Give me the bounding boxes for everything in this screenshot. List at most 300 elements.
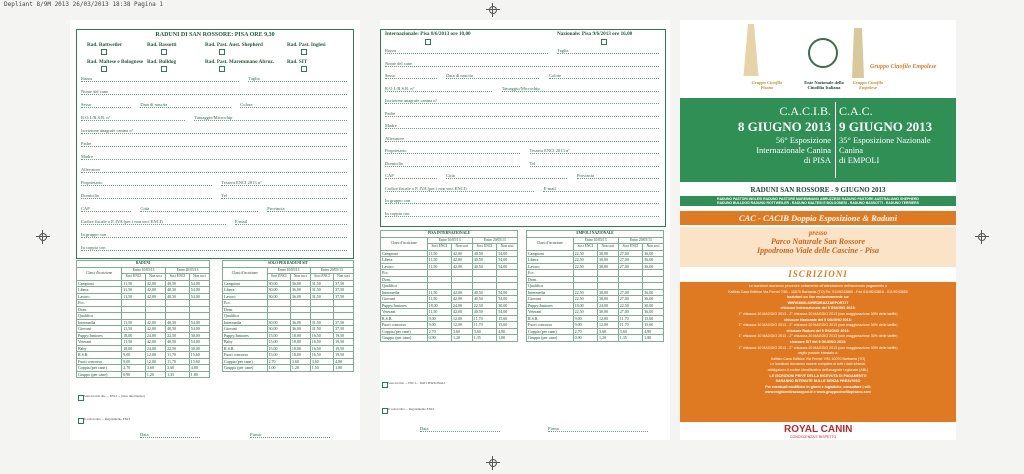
price-cell: 1,20 [145,371,165,378]
price-cell: 22,50 [573,289,597,296]
price-cell: 40,50 [472,296,496,303]
class-name: Coppia (per cane) [77,365,122,372]
pisa-tower-icon [736,24,766,76]
price-cell: 3,60 [598,328,619,335]
price-table [76,260,210,378]
intl-checkbox[interactable] [425,39,431,45]
price-cell: 12,00 [145,358,165,365]
form-field[interactable]: Provincia [267,206,347,212]
table-header: Classi d'iscrizione [77,267,122,280]
price-cell: 40,50 [166,280,190,287]
intl-show-label: Internazionale: Pisa 8/6/2013 ore 10,00 [385,31,471,37]
form-field[interactable]: E-mail [235,219,347,225]
price-cell: 40,50 [166,339,190,346]
breed-checkbox[interactable] [219,66,225,72]
price-cell: 40,50 [166,319,190,326]
date-field[interactable]: Data [420,426,500,432]
form-field[interactable]: Tatuaggio/Microchip [502,86,659,92]
form-field[interactable]: Provincia [577,173,659,179]
event-empoli-date: 9 GIUGNO 2013 [839,119,933,134]
price-cell: 24,00 [145,332,165,339]
event-empoli [839,98,956,182]
form-field[interactable]: In gruppo con [385,198,659,204]
class-name: Veterani [77,339,122,346]
table-subheader: Soci ENCI [618,244,642,251]
class-name: Qualifica [223,313,268,320]
table-header: Classi d'iscrizione [223,267,268,280]
price-cell: 4,80 [497,328,518,335]
form-field[interactable]: Colore [549,73,659,79]
sign-field[interactable]: Firma [250,432,330,438]
form-field[interactable]: Colore [240,102,347,108]
table-subheader: Non soci [598,244,619,251]
sign-field[interactable]: Firma [548,426,648,432]
form-field[interactable]: Padre [81,141,347,147]
class-name: Libera [77,287,122,294]
price-cell: 19,50 [334,339,354,346]
price-cell: 30,00 [598,257,619,264]
breed-label: Rad. Past. Aust. Shepherd [205,42,263,48]
price-cell: 2,70 [122,365,146,372]
price-cell: 4,80 [643,328,664,335]
price-cell: 30,00 [598,263,619,270]
price-cell: 15,00 [267,352,290,359]
info-line: chiusure SIT del 9 GIUGNO 2013: [789,339,847,344]
info-line: Le iscrizioni dovranno essere complete di tutti i dati richiesti, [770,362,866,367]
naz-checkbox[interactable] [601,39,607,45]
price-cell: 42,00 [145,326,165,333]
breed-checkbox[interactable] [301,49,307,55]
table-subheader: Non soci [452,244,473,251]
price-cell: 9,00 [573,322,597,329]
price-cell: 22,50 [573,250,597,257]
class-name: Fuori concorso [77,358,122,365]
form-field[interactable]: Codice fiscale o P. IVA (per i non soci ENCI) [81,219,226,225]
raduni-breed-lines [680,196,956,206]
form-field[interactable]: Tessera ENCI 2013 n° [221,180,347,186]
table-title: EMPOLI NAZIONALE [527,231,664,238]
logo-caption-left: Gruppo Cinofilo Pisano [751,80,783,90]
form-field[interactable]: Razza [81,76,239,82]
breed-label: Rad. Rottweiler [87,42,123,48]
class-name: Puppy/Juniores [381,302,428,309]
price-cell: 0,90 [573,335,597,342]
class-name: Giovani [77,326,122,333]
price-cell: 54,00 [497,289,518,296]
price-cell: 1,80 [643,335,664,342]
table-title: RADUNI [77,261,210,268]
price-cell: 42,00 [145,280,165,287]
left-entry-form [76,29,354,259]
table-header: Entro 10/05/13 [267,267,310,274]
price-cell: 42,00 [145,339,165,346]
price-cell: 31,50 [310,326,333,333]
table-header: Classi d'iscrizione [381,237,428,250]
class-name: Qualifica [527,283,574,290]
price-cell: 18,00 [290,339,310,346]
price-cell: 27,00 [618,309,642,316]
event-pisa-line1: 56° Esposizione [775,135,831,145]
price-cell: 22,50 [573,309,597,316]
price-cell: 16,50 [310,345,333,352]
table-row [223,365,354,372]
table-subheader: Non soci [145,274,165,281]
price-cell: 30,00 [598,250,619,257]
price-cell: 54,00 [189,293,209,300]
price-cell: 11,70 [166,358,190,365]
price-cell: 19,50 [334,332,354,339]
class-name: Gruppo (per cane) [381,335,428,342]
middle-form-page [380,20,670,440]
info-line: chiusure Nazionale del 9 GIUGNO 2013: [784,317,852,322]
price-cell: 11,70 [618,322,642,329]
table-header: Entro 10/05/13 [122,267,166,274]
info-line: vaglia postale intestato a: [797,351,839,356]
class-name: R.S.R. [77,352,122,359]
form-field[interactable]: Codice fiscale o P. IVA (per i non soci ENCI) [385,186,534,192]
price-cell: 11,50 [122,326,146,333]
form-field[interactable]: Taglia [248,76,347,82]
info-line: chiusure Internazionale del 8 GIUGNO 2013: [780,306,856,311]
venue-line2: Ippodromo Viale delle Cascine - Pisa [757,246,879,255]
price-cell: 27,00 [618,257,642,264]
price-cell: 36,00 [643,289,664,296]
form-field[interactable]: Proprietario [81,180,212,186]
form-field[interactable]: In gruppo con [81,232,347,238]
table-subheader: Soci ENCI [573,244,597,251]
class-name: Veterani [381,309,428,316]
table-header: Entro 20/05/13 [166,267,210,274]
price-cell: 22,50 [573,296,597,303]
table-header: Entro 10/05/13 [427,237,472,244]
price-cell: 30,00 [598,289,619,296]
class-name: Coppia (per cane) [527,328,574,335]
price-cell: 54,00 [497,263,518,270]
price-cell: 15,60 [189,352,209,359]
raduni-line: RADUNO BULLDOG RADUNO ROTTWEILER - RADUNO MALTESI E BOLOGNESI - RADUNO BASSOTTI - RADUNO TERRIERS [717,201,919,205]
price-cell: 54,00 [189,280,209,287]
price-cell: 9,00 [573,315,597,322]
form-field[interactable]: Data di nascita [446,73,539,79]
form-field[interactable]: R.O.I./R.S.R. n° [385,86,492,92]
form-field[interactable]: Sesso [385,73,437,79]
form-field[interactable]: Sesso [81,102,131,108]
form-field[interactable]: Padre [385,111,659,117]
info-line: chiusure Raduni del 9 GIUGNO 2013: [786,328,850,333]
event-empoli-line3: di EMPOLI [839,155,880,165]
form-field[interactable]: Nome del cane [81,89,347,95]
price-cell: 4,80 [334,358,354,365]
form-field[interactable]: In coppia con [385,211,659,217]
breed-checkbox[interactable] [219,49,225,55]
price-cell: 11,70 [472,315,496,322]
form-field[interactable]: In coppia con [81,245,347,251]
price-cell: 30,00 [267,293,290,300]
table-row [527,335,664,342]
table-subheader: Soci ENCI [166,274,190,281]
info-line: 1° chiusura 10 MAGGIO 2013 - 2° chiusura 20 MAGGIO 2013 (con maggiorazione 30% delle tariffe) [738,334,898,339]
class-name: Qualifica [77,313,122,320]
breed-checkbox[interactable] [161,49,167,55]
price-cell: 42,00 [452,309,473,316]
flyer-cover [680,20,956,440]
price-cell: 11,70 [618,315,642,322]
events-band [680,98,956,182]
class-name: Dom. [223,306,268,313]
form-field[interactable]: Tel [221,193,347,199]
price-cell: 11,50 [427,309,451,316]
price-cell: 18,00 [290,332,310,339]
price-cell: 9,00 [122,358,146,365]
event-pisa-type: C.A.C.I.B. [779,104,831,118]
breed-checkbox[interactable] [301,66,307,72]
class-name: Dom. [77,306,122,313]
price-cell: 15,60 [497,315,518,322]
price-cell: 22,50 [573,257,597,264]
form-field[interactable]: Tatuaggio/Microchip [194,115,347,121]
date-field[interactable]: Data [140,432,200,438]
form-field[interactable]: Domicilio [81,193,212,199]
price-cell: 22,50 [573,263,597,270]
class-name: Ecc. [381,270,428,277]
middle-entry-form [380,29,666,227]
price-cell: 30,00 [189,345,209,352]
price-cell: 16,50 [310,332,333,339]
price-table [380,230,518,342]
consent-note: Sono iscritto alle ... ENCI ... (testo informativo) [84,394,145,398]
price-cell: 1,20 [598,335,619,342]
class-name: Giovani [223,326,268,333]
price-cell: 54,00 [497,296,518,303]
class-name: Intermedia [381,289,428,296]
price-cell: 1,35 [472,335,496,342]
price-cell: 3,60 [166,365,190,372]
class-name: Baby [77,345,122,352]
price-cell: 40,50 [472,250,496,257]
privacy-note: Il sottoscritto ... Regolamento ENCI [388,407,435,411]
price-cell: 37,50 [334,326,354,333]
form-field[interactable]: Nome del cane [385,61,659,67]
class-name: Intermedia [77,319,122,326]
price-cell: 30,00 [267,280,290,287]
table-subheader: Soci ENCI [122,274,146,281]
price-cell: 0,90 [427,335,451,342]
price-cell: 11,50 [122,287,146,294]
info-line: www.miglioredirazzaeport.it e www.gruppocinofilopisano.com [765,390,871,395]
price-cell: 15,00 [267,339,290,346]
form-field[interactable]: CAP [81,206,131,212]
class-name: Lavoro [527,263,574,270]
price-cell: 36,00 [643,296,664,303]
venue-line1: Parco Naturale San Rossore [770,237,865,246]
info-line: 1° chiusura 10 MAGGIO 2013 - 2° chiusura 20 MAGGIO 2013 (con maggiorazione 30% delle tariffe) [738,311,898,316]
print-header: Depliant 8/9M 2013 26/03/2013 18:38 Pagina 1 [4,1,163,8]
price-cell: 1,35 [618,335,642,342]
empoli-brand: Gruppo Cinofilo Empolese [870,64,937,70]
price-cell: 12,00 [598,322,619,329]
form-field[interactable]: Tessera ENCI 2013 n° [530,148,659,154]
price-cell: 11,50 [122,293,146,300]
breed-label: Rad. Past. Inglesi [287,42,326,48]
registration-mark-icon [486,456,500,470]
price-cell: 40,50 [166,293,190,300]
form-field[interactable]: Città [446,173,567,179]
form-field[interactable]: Tel [530,161,659,167]
class-name: Lavoro [381,263,428,270]
class-name: Dom. [527,276,574,283]
price-cell: 27,00 [618,289,642,296]
price-cell: 4,80 [189,365,209,372]
price-cell: 18,00 [573,302,597,309]
table-title: PISA INTERNAZIONALE [381,231,518,238]
naz-show-label: Nazionale: Pisa 9/6/2013 ore 16,00 [557,31,633,37]
class-name: Lavoro [223,293,268,300]
price-cell: 30,00 [497,302,518,309]
table-header: Entro 20/05/13 [618,237,663,244]
price-cell: 22,50 [618,302,642,309]
breed-label: Rad. Maltese e Bolognese [87,59,144,65]
class-name: Giovani [381,296,428,303]
class-name: Gruppo (per cane) [527,335,574,342]
price-cell: 3,60 [310,358,333,365]
price-cell: 22,50 [472,302,496,309]
cac-band: CAC - CACIB Doppia Esposizione & Raduni [680,211,956,225]
price-cell: 1,20 [290,365,310,372]
price-cell: 3,60 [452,328,473,335]
breed-checkbox[interactable] [101,66,107,72]
price-cell: 36,00 [643,257,664,264]
class-name: Intermedia [223,319,268,326]
price-cell: 9,00 [427,322,451,329]
form-field[interactable]: Taglia [557,48,659,54]
price-cell: 22,50 [166,345,190,352]
class-name: Libera [223,287,268,294]
price-cell: 1,80 [189,371,209,378]
form-field[interactable]: E-mail [543,186,659,192]
class-name: Ecc. [77,300,122,307]
form-field[interactable]: R.O.I./R.S.R. n° [81,115,185,121]
class-name: Ecc. [223,300,268,307]
form-field[interactable]: Proprietario [385,148,520,154]
price-cell: 15,60 [497,322,518,329]
table-subheader: Soci ENCI [472,244,496,251]
price-cell: 9,00 [427,315,451,322]
price-cell: 36,00 [290,287,310,294]
price-cell: 2,70 [427,328,451,335]
form-field[interactable]: Iscrizione anagrafe canina n° [81,128,347,134]
price-cell: 27,00 [618,250,642,257]
table-header: Entro 20/05/13 [472,237,517,244]
event-pisa-date: 8 GIUGNO 2013 [737,119,831,134]
price-cell: 30,00 [267,319,290,326]
royal-canin-logo: ROYAL CANIN [784,424,853,435]
class-name: Campioni [223,280,268,287]
venue-block [680,227,956,267]
enci-logo-icon [808,38,838,68]
price-cell: 19,50 [334,352,354,359]
info-line: 1° chiusura 10 MAGGIO 2013 - 2° chiusura 20 MAGGIO 2013 (con maggiorazione 30% delle tariffe) [738,323,898,328]
price-cell: 1,80 [334,365,354,372]
class-name: Lavoro [77,293,122,300]
price-cell: 11,50 [427,250,451,257]
price-cell: 11,50 [427,263,451,270]
price-cell: 30,00 [189,332,209,339]
info-line: Per eventuali modifiche in giorni e logistiche, consultare i siti: [765,384,871,389]
class-name: R.S.R. [223,345,268,352]
price-cell: 30,00 [267,326,290,333]
price-cell: 12,00 [598,315,619,322]
price-cell: 42,00 [145,293,165,300]
iscrizioni-heading: ISCRIZIONI [680,269,956,281]
price-cell: 2,70 [267,358,290,365]
form-field[interactable]: Madre [81,154,347,160]
price-table [526,230,664,342]
breed-checkbox[interactable] [161,66,167,72]
form-field[interactable]: Allevatore [81,167,347,173]
form-field[interactable]: Razza [385,48,548,54]
table-header: Entro 10/05/13 [573,237,618,244]
breed-label: Rad. Bulldog [147,59,177,65]
class-name: R.S.R. [381,315,428,322]
form-field[interactable]: Città [140,206,258,212]
price-cell: 40,50 [472,289,496,296]
logo-caption-right: Gruppo Cinofilo Empolese [852,80,884,90]
class-name: Baby [223,339,268,346]
table-subheader: Non soci [334,274,354,281]
class-name: Qualifica [381,283,428,290]
form-field[interactable]: CAP [385,173,437,179]
price-cell: 18,00 [290,345,310,352]
price-cell: 15,60 [189,358,209,365]
breed-label: Rad. SIT [287,59,308,65]
raduni-line: RADUNO PASTORI INGLESI RADUNO PASTORE MAREMMANO ABRUZZESE RADUNO PASTORE AUSTRALIANO SHEPHERD [717,197,919,201]
price-cell: 18,00 [290,352,310,359]
price-cell: 40,50 [472,309,496,316]
form-field[interactable]: Data di nascita [140,102,231,108]
logo-caption-mid: Ente Nazionale della Cinofilia Italiana [804,80,844,90]
info-line: WWW.MIGLIOREDIRAZZAEPORT.IT [787,300,849,305]
price-cell: 30,00 [598,309,619,316]
table-header: Classi d'iscrizione [527,237,574,250]
table-title: SOLO PER RADUNI SIT [223,261,354,268]
price-cell: 12,00 [452,315,473,322]
event-pisa [680,98,835,182]
price-cell: 22,50 [166,332,190,339]
event-empoli-type: C.A.C. [839,104,873,118]
price-cell: 1,80 [497,335,518,342]
form-field[interactable]: Allevatore [385,136,659,142]
price-cell: 40,50 [166,287,190,294]
class-name: Campioni [527,250,574,257]
form-field[interactable]: Domicilio [385,161,520,167]
price-cell: 24,00 [598,302,619,309]
table-subheader: Soci ENCI [310,274,333,281]
class-name: Fuori concorso [381,322,428,329]
price-cell: 54,00 [497,250,518,257]
breed-checkbox[interactable] [101,49,107,55]
form-field[interactable]: Iscrizione anagrafe canina n° [385,98,659,104]
price-table [222,260,354,372]
venue-presso: presso [808,229,828,237]
price-cell: 54,00 [189,339,209,346]
price-cell: 1,50 [310,365,333,372]
price-cell: 15,60 [643,322,664,329]
form-field[interactable]: Madre [385,123,659,129]
price-cell: 3,60 [290,358,310,365]
table-subheader: Non soci [497,244,518,251]
price-cell: 36,00 [290,293,310,300]
price-cell: 27,00 [618,263,642,270]
